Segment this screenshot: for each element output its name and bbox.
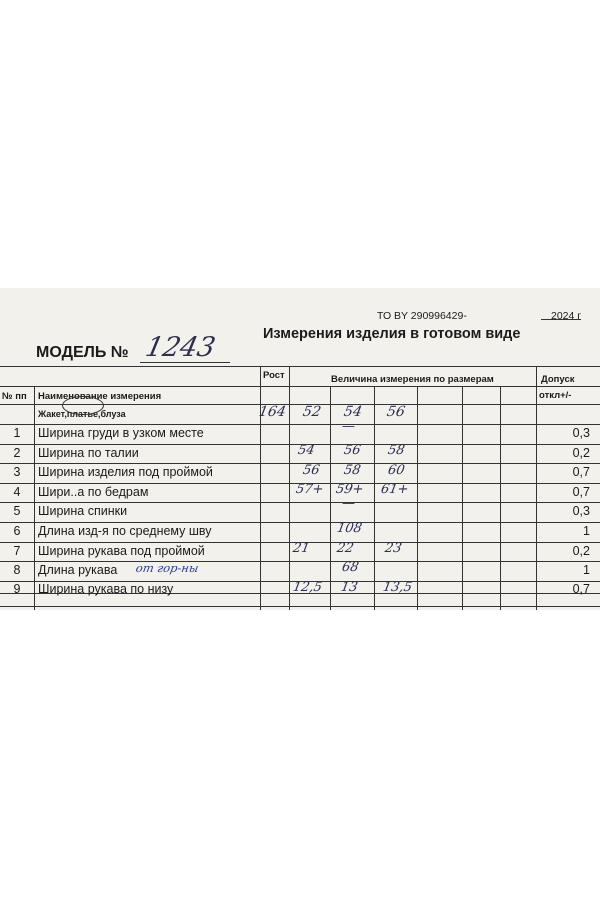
- tolerance: 0,2: [572, 446, 590, 460]
- model-label: МОДЕЛЬ №: [36, 344, 129, 361]
- tolerance: 1: [583, 524, 590, 538]
- size-56-handwritten: 56: [385, 404, 407, 420]
- value-56: 23: [383, 541, 403, 556]
- value-54: —: [340, 496, 357, 511]
- tolerance: 0,3: [572, 504, 590, 518]
- measurement-name: Ширина по талии: [38, 446, 139, 460]
- measurement-name: Ширина изделия под проймой: [38, 465, 213, 479]
- value-54: 13: [339, 580, 359, 595]
- measurement-name: Ширина груди в узком месте: [38, 426, 204, 440]
- value-54: —: [340, 419, 357, 434]
- measurement-name: Ширина рукава под проймой: [38, 544, 205, 558]
- sheet-title: Измерения изделия в готовом виде: [263, 326, 521, 342]
- measurement-name: Ширина рукава по низу: [38, 582, 174, 596]
- row-number: 9: [13, 582, 21, 596]
- handwritten-note: от гор-ны: [134, 561, 200, 575]
- measurement-sheet: [0, 288, 600, 610]
- circle-mark: [62, 396, 104, 415]
- value-56: 60: [386, 463, 406, 478]
- value-54: 58: [342, 463, 362, 478]
- size-54-handwritten: 54: [342, 404, 364, 420]
- value-56: 61+: [379, 482, 410, 497]
- measurement-name: Длина изд-я по среднему шву: [38, 524, 212, 538]
- row-number: 3: [13, 465, 21, 479]
- garment-category: Жакет,платье,блуза: [38, 409, 126, 419]
- value-56: 58: [386, 443, 406, 458]
- col-header-height: Рост: [263, 370, 285, 381]
- size-52-handwritten: 52: [301, 404, 323, 420]
- value-52: 57+: [294, 482, 325, 497]
- row-number: 1: [13, 426, 21, 440]
- tolerance: 1: [583, 563, 590, 577]
- value-56: 13,5: [381, 580, 414, 595]
- measurement-name: Длина рукава: [38, 563, 118, 577]
- tolerance: 0,7: [572, 582, 590, 596]
- value-54: 59+: [334, 482, 365, 497]
- value-52: 56: [301, 463, 321, 478]
- row-number: 5: [13, 504, 21, 518]
- tu-code: ТО BY 290996429-: [377, 310, 467, 322]
- tolerance: 0,7: [572, 465, 590, 479]
- col-header-tolerance-sign: откл+/-: [539, 390, 572, 401]
- value-54: 56: [342, 443, 362, 458]
- tolerance: 0,2: [572, 544, 590, 558]
- col-header-no: № пп: [2, 391, 27, 402]
- value-52: 21: [291, 541, 311, 556]
- tolerance: 0,7: [572, 485, 590, 499]
- tolerance: 0,3: [572, 426, 590, 440]
- value-54: 108: [335, 521, 364, 536]
- col-header-sizes: Величина измерения по размерам: [331, 374, 494, 385]
- row-number: 4: [13, 485, 21, 499]
- value-52: 54: [296, 443, 316, 458]
- row-number: 8: [13, 563, 21, 577]
- year: 2024 г: [551, 310, 582, 322]
- row-number: 7: [13, 544, 21, 558]
- model-number-handwritten: 1243: [142, 332, 219, 363]
- value-52: 12,5: [291, 580, 324, 595]
- height-value-handwritten: 164: [257, 404, 288, 420]
- col-header-tolerance: Допуск: [541, 374, 575, 385]
- measurement-name: Шири..а по бедрам: [38, 485, 149, 499]
- row-number: 2: [13, 446, 21, 460]
- value-54: 68: [340, 560, 360, 575]
- measurement-name: Ширина спинки: [38, 504, 128, 518]
- row-number: 6: [13, 524, 21, 538]
- value-54: 22: [335, 541, 355, 556]
- col-header-name: Наименование измерения: [38, 391, 162, 402]
